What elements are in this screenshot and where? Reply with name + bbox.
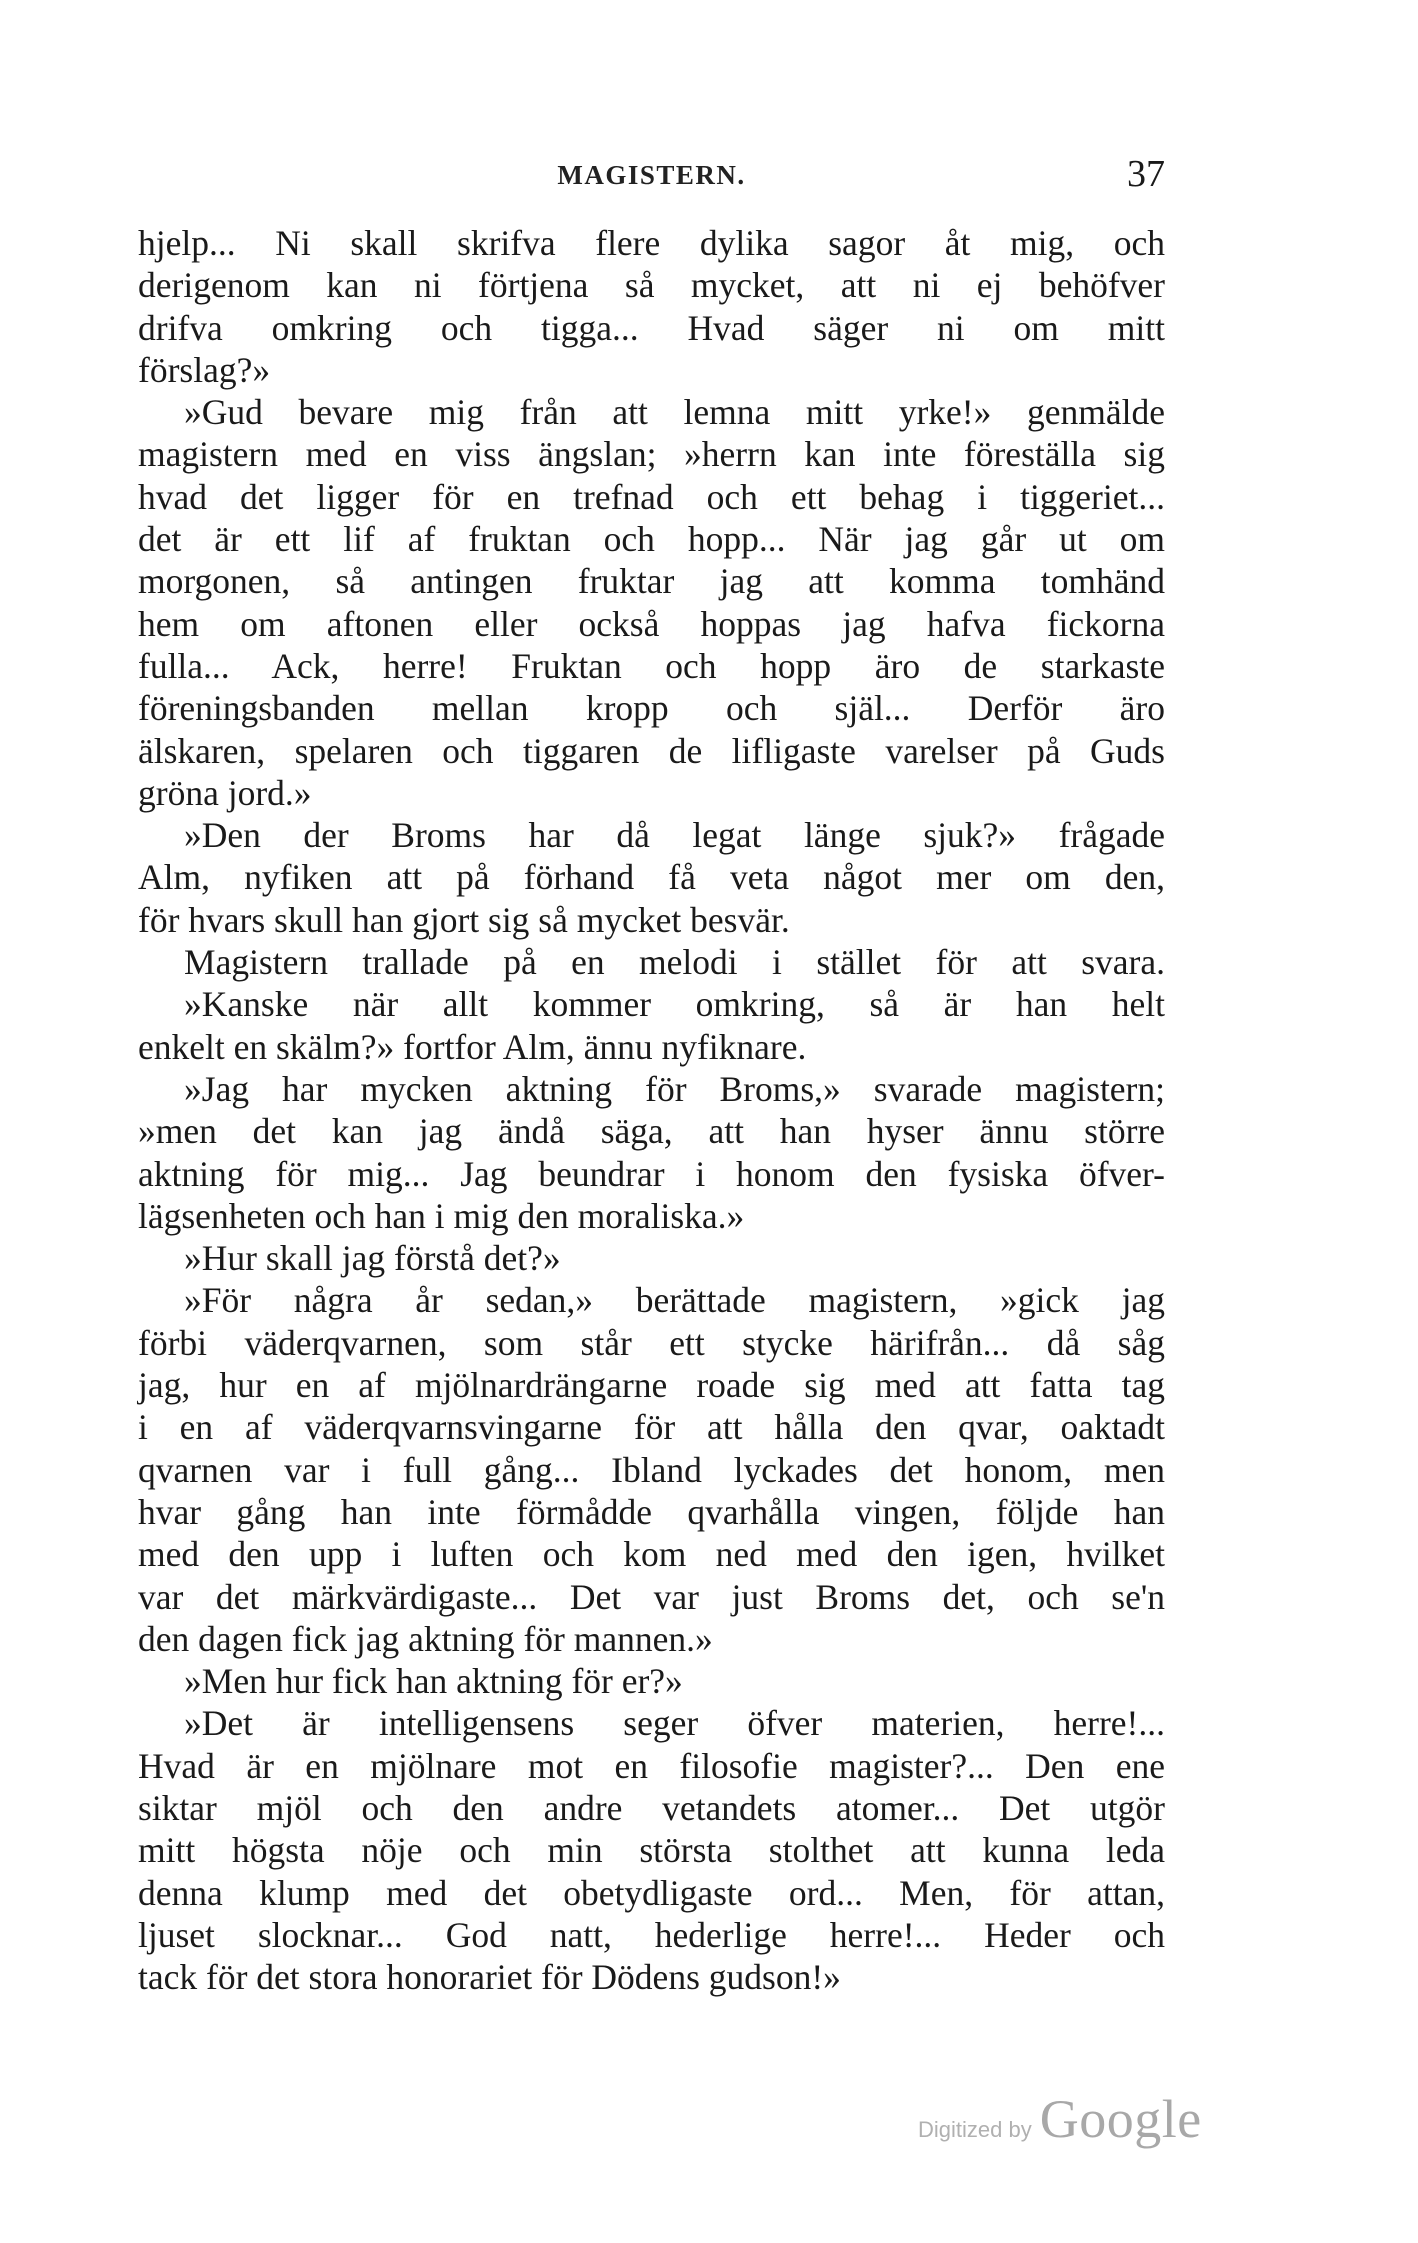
text-line: »För några år sedan,» berättade magistern, »gick jag — [184, 1280, 1165, 1321]
text-line: det är ett lif af fruktan och hopp... När jag går ut om — [138, 519, 1165, 560]
text-line: siktar mjöl och den andre vetandets atomer... Det utgör — [138, 1787, 1165, 1828]
text-line: mitt högsta nöje och min största stolthet att kunna leda — [138, 1830, 1165, 1871]
text-line: »Kanske när allt kommer omkring, så är han helt — [184, 984, 1165, 1025]
running-head — [138, 150, 1165, 200]
watermark-brand-logo: Google — [1039, 2089, 1202, 2149]
text-line: tack för det stora honorariet för Dödens gudson!» — [138, 1957, 841, 1998]
text-line: hem om aftonen eller också hoppas jag hafva fickorna — [138, 603, 1165, 644]
text-line: den dagen fick jag aktning för mannen.» — [138, 1618, 713, 1659]
text-line: enkelt en skälm?» fortfor Alm, ännu nyfiknare. — [138, 1026, 807, 1067]
text-line: föreningsbanden mellan kropp och själ... Derför äro — [138, 688, 1165, 729]
text-line: Magistern trallade på en melodi i stället för att svara. — [184, 942, 1165, 983]
text-line: »Det är intelligensens seger öfver materien, herre!... — [184, 1703, 1165, 1744]
body-text — [138, 222, 1165, 1998]
text-line: qvarnen var i full gång... Ibland lyckades det honom, men — [138, 1449, 1165, 1490]
text-line: »Gud bevare mig från att lemna mitt yrke!» genmälde — [184, 392, 1165, 433]
text-line: magistern med en viss ängslan; »herrn kan inte föreställa sig — [138, 434, 1165, 475]
text-line: Alm, nyfiken att på förhand få veta något mer om den, — [138, 857, 1165, 898]
digitization-watermark — [918, 2088, 1202, 2158]
text-line: lägsenheten och han i mig den moraliska.» — [138, 1195, 745, 1236]
text-line: hvad det ligger för en trefnad och ett behag i tiggeriet... — [138, 476, 1165, 517]
text-line: älskaren, spelaren och tiggaren de lifligaste varelser på Guds — [138, 730, 1165, 771]
text-line: denna klump med det obetydligaste ord... Men, för attan, — [138, 1872, 1165, 1913]
text-line: fulla... Ack, herre! Fruktan och hopp äro de starkaste — [138, 645, 1165, 686]
text-line: »Jag har mycken aktning för Broms,» svarade magistern; — [184, 1068, 1165, 1109]
text-line: jag, hur en af mjölnardrängarne roade sig med att fatta tag — [138, 1365, 1165, 1406]
text-line: var det märkvärdigaste... Det var just Broms det, och se'n — [138, 1576, 1165, 1617]
text-line: hvar gång han inte förmådde qvarhålla vingen, följde han — [138, 1491, 1165, 1532]
text-line: derigenom kan ni förtjena så mycket, att ni ej behöfver — [138, 265, 1165, 306]
text-line: Hvad är en mjölnare mot en filosofie magister?... Den ene — [138, 1745, 1165, 1786]
running-title: MAGISTERN. — [557, 160, 746, 190]
text-line: med den upp i luften och kom ned med den igen, hvilket — [138, 1534, 1165, 1575]
text-line: i en af väderqvarnsvingarne för att hålla den qvar, oaktadt — [138, 1407, 1165, 1448]
text-line: förslag?» — [138, 349, 271, 390]
text-line: »Men hur fick han aktning för er?» — [184, 1661, 683, 1702]
text-line: »Hur skall jag förstå det?» — [184, 1238, 561, 1279]
watermark-prefix: Digitized by — [918, 2117, 1032, 2142]
text-line: hjelp... Ni skall skrifva flere dylika sagor åt mig, och — [138, 223, 1165, 263]
text-line: »Den der Broms har då legat länge sjuk?» frågade — [184, 815, 1165, 856]
text-line: ljuset slocknar... God natt, hederlige herre!... Heder och — [138, 1914, 1165, 1955]
text-line: aktning för mig... Jag beundrar i honom den fysiska öfver- — [138, 1153, 1165, 1194]
text-line: för hvars skull han gjort sig så mycket besvär. — [138, 899, 790, 940]
text-line: drifva omkring och tigga... Hvad säger ni om mitt — [138, 307, 1165, 348]
page-number: 37 — [1127, 153, 1165, 195]
text-line: gröna jord.» — [138, 772, 312, 813]
text-line: »men det kan jag ändå säga, att han hyser ännu större — [138, 1111, 1165, 1152]
text-line: förbi väderqvarnen, som står ett stycke härifrån... då såg — [138, 1322, 1165, 1363]
text-line: morgonen, så antingen fruktar jag att komma tomhänd — [138, 561, 1165, 602]
